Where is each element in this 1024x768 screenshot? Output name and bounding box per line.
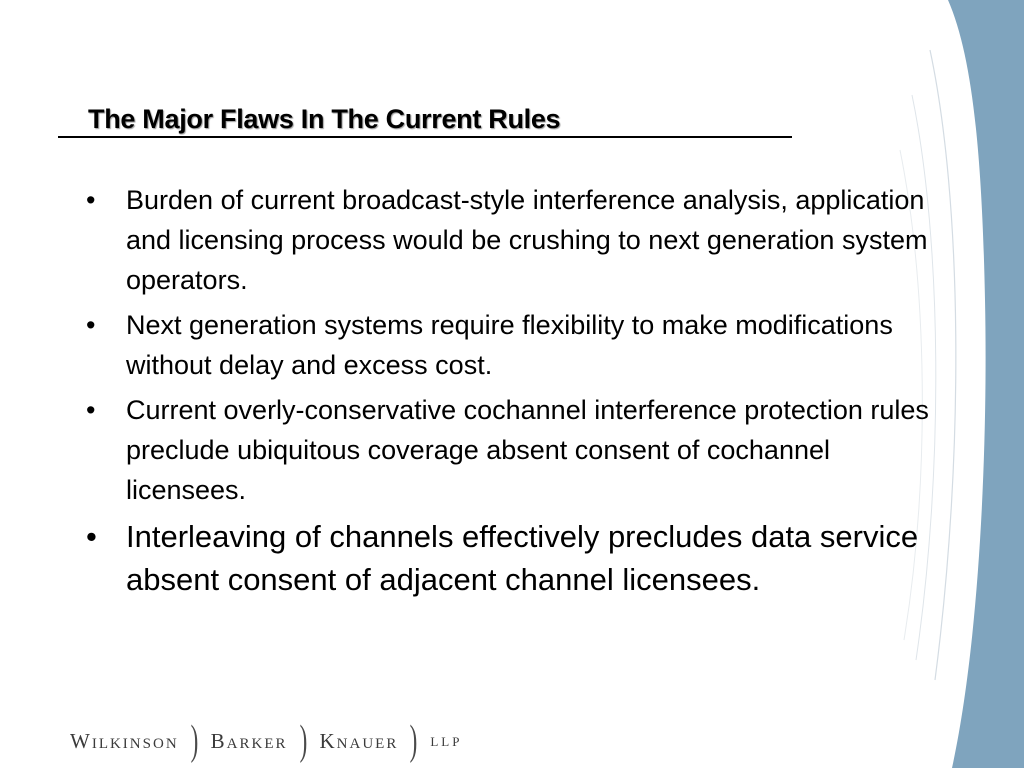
bullet-dot: • (86, 395, 96, 425)
bullet-item (86, 390, 946, 510)
logo-separator: ) (190, 718, 200, 764)
logo-word-wilkinson: Wilkinson (70, 728, 179, 753)
logo-word-barker: Barker (210, 728, 288, 753)
logo-word-llp: llp (430, 730, 463, 751)
logo-separator: ) (299, 718, 308, 764)
side-panel-blue-shape (948, 0, 1024, 768)
title-underline (58, 136, 792, 138)
slide-title: The Major Flaws In The Current Rules (88, 104, 561, 134)
firm-logo (70, 718, 462, 764)
bullet-text: Current overly-conservative cochannel interference protection rules preclude ubiquitous coverage absent consent of cochannel licensees. (126, 395, 929, 505)
bullet-item (86, 515, 946, 601)
logo-word-knauer: Knauer (319, 728, 399, 753)
logo-separator: ) (409, 718, 419, 764)
bullet-item (86, 180, 946, 300)
bullet-dot: • (86, 185, 96, 215)
bullet-dot: • (86, 519, 97, 554)
bullet-text: Next generation systems require flexibility to make modifications without delay and excess cost. (126, 310, 893, 380)
bullet-dot: • (86, 310, 96, 340)
bullet-text: Burden of current broadcast-style interference analysis, application and licensing process would be crushing to next generation system operators. (126, 185, 928, 295)
bullet-item (86, 305, 946, 385)
bullet-list (86, 180, 946, 606)
bullet-text: Interleaving of channels effectively precludes data service absent consent of adjacent channel licensees. (126, 519, 919, 597)
